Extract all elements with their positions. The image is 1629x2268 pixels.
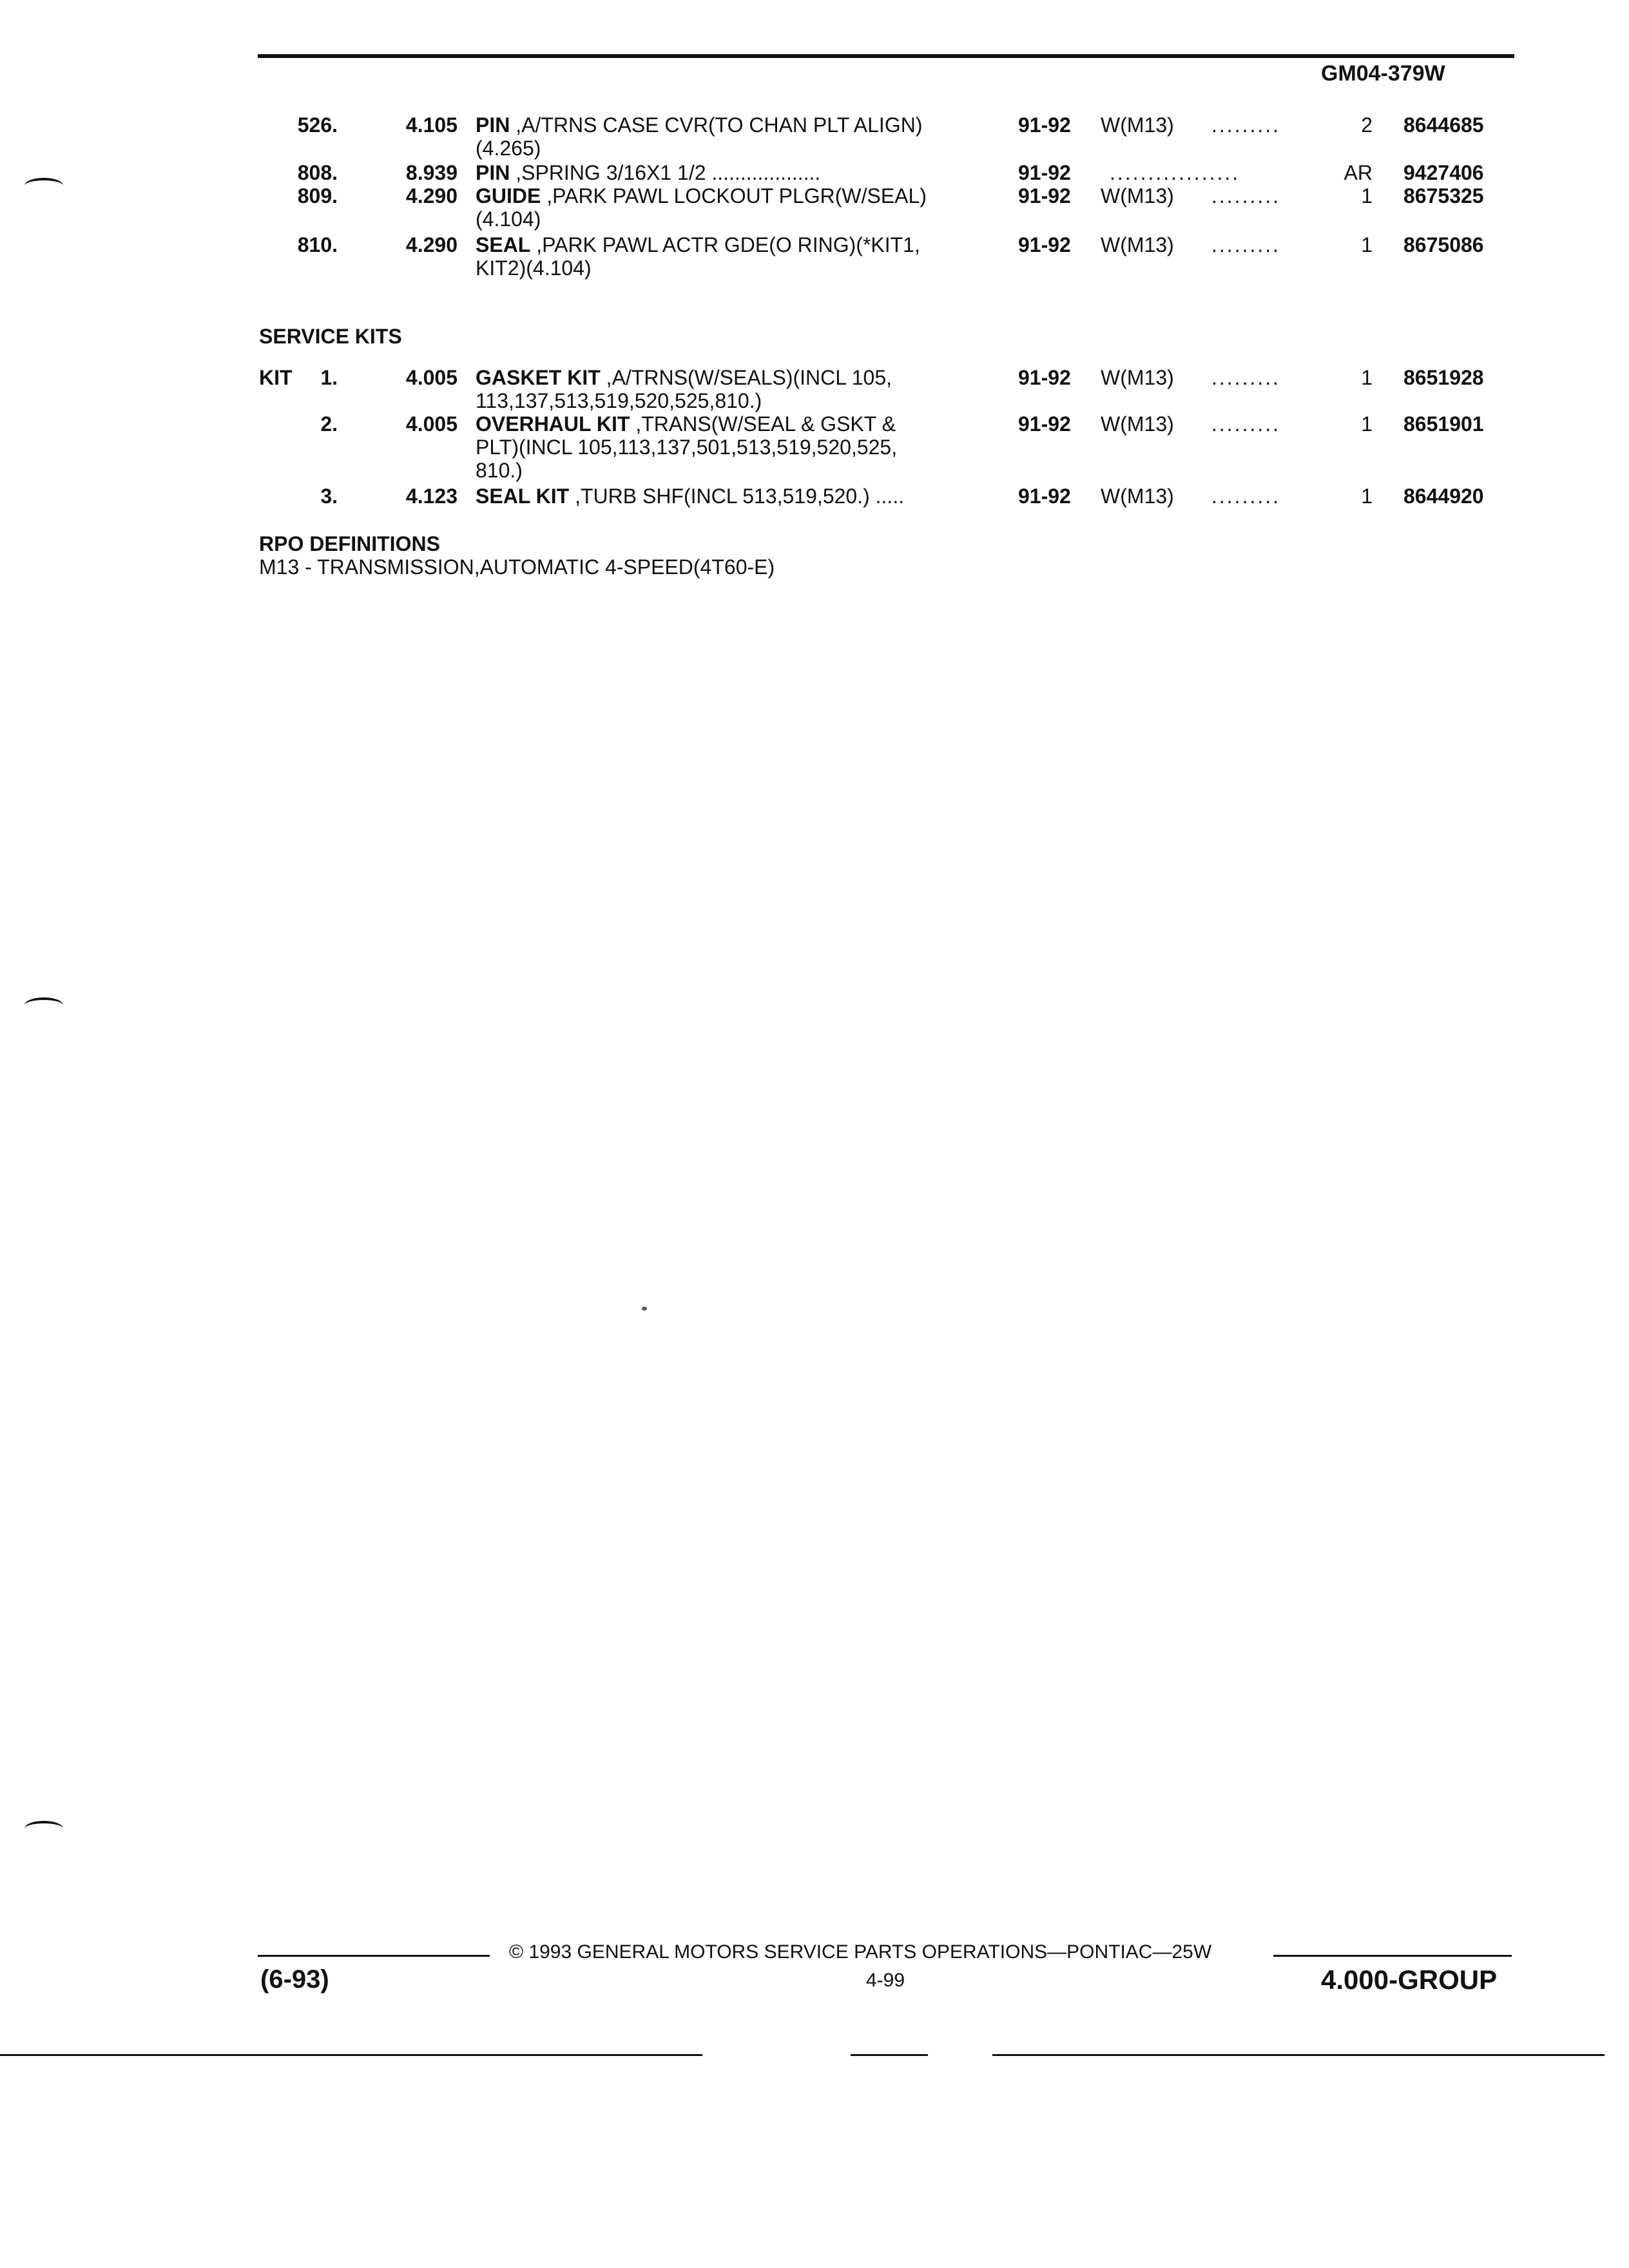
years: 91-92 [1018,113,1071,137]
item-number: 1. [320,366,338,389]
item-number: 526. [297,113,338,137]
leader-dots: ......... [1211,184,1281,207]
years: 91-92 [1018,412,1071,436]
usage: W(M13) [1101,485,1174,508]
part-number: 8644920 [1403,485,1484,508]
bottom-edge-line [0,2054,702,2056]
quantity: 1 [1361,366,1373,389]
leader-dots: ......... [1211,233,1281,256]
part-description-continued: 810.) [476,459,523,482]
group-number: 4.290 [405,233,458,256]
top-rule [258,54,1514,58]
part-desc-text: ,A/TRNS CASE CVR(TO CHAN PLT ALIGN) [510,113,923,137]
item-number: 809. [297,184,338,207]
years: 91-92 [1018,485,1071,508]
part-name: SEAL [476,233,531,256]
years: 91-92 [1018,161,1071,184]
years: 91-92 [1018,366,1071,389]
quantity: 2 [1361,113,1373,137]
binder-hole-mark [24,178,63,193]
item-number: 2. [320,412,338,436]
footer-page-number: 4-99 [866,1970,905,1991]
group-number: 4.005 [405,366,458,389]
part-description [476,233,920,256]
part-number: 9427406 [1403,161,1484,184]
item-number: 3. [320,485,338,508]
usage: W(M13) [1101,233,1174,256]
part-name: OVERHAUL KIT [476,412,630,436]
binder-hole-mark [24,997,63,1013]
part-number: 8675086 [1403,233,1484,256]
part-number: 8651901 [1403,412,1484,436]
document-id: GM04-379W [1321,61,1445,86]
part-description-continued: 113,137,513,519,520,525,810.) [476,389,762,412]
part-name: SEAL KIT [476,485,570,508]
part-description [476,184,927,207]
group-number: 4.105 [405,113,458,137]
bottom-edge-line [851,2054,928,2056]
footer-group: 4.000-GROUP [1321,1965,1498,1995]
part-desc-text: ,SPRING 3/16X1 1/2 ................... [510,161,821,184]
part-desc-text: ,PARK PAWL LOCKOUT PLGR(W/SEAL) [541,184,927,207]
part-description [476,113,922,137]
part-description-continued: PLT)(INCL 105,113,137,501,513,519,520,525, [476,436,898,459]
quantity: 1 [1361,233,1373,256]
part-number: 8675325 [1403,184,1484,207]
group-number: 4.290 [405,184,458,207]
usage: W(M13) [1101,412,1174,436]
part-desc-text: ,TURB SHF(INCL 513,519,520.) ..... [569,485,905,508]
usage: W(M13) [1101,113,1174,137]
part-description-continued: (4.265) [476,137,541,160]
binder-hole-mark [24,1821,63,1836]
leader-dots: ................. [1110,161,1240,184]
item-number: 810. [297,233,338,256]
part-description [476,485,904,508]
part-name: PIN [476,161,510,184]
part-desc-text: ,A/TRNS(W/SEALS)(INCL 105, [600,366,892,389]
usage: W(M13) [1101,184,1174,207]
footer-rule-right [1273,1955,1512,1957]
part-description [476,412,896,436]
bottom-edge-line [992,2054,1605,2056]
leader-dots: ......... [1211,366,1281,389]
years: 91-92 [1018,184,1071,207]
part-description [476,366,892,389]
footer-date: (6-93) [260,1965,329,1994]
quantity: 1 [1361,485,1373,508]
leader-dots: ......... [1211,412,1281,436]
part-description-continued: (4.104) [476,207,541,231]
scan-speck [642,1307,647,1311]
part-description [476,161,820,184]
part-desc-text: ,PARK PAWL ACTR GDE(O RING)(*KIT1, [530,233,920,256]
part-name: PIN [476,113,510,137]
service-kits-heading: SERVICE KITS [259,325,402,348]
part-number: 8644685 [1403,113,1484,137]
quantity: AR [1344,161,1373,184]
rpo-heading: RPO DEFINITIONS [259,532,440,555]
leader-dots: ......... [1211,113,1281,137]
leader-dots: ......... [1211,485,1281,508]
kit-label: KIT [259,366,293,389]
footer-copyright: © 1993 GENERAL MOTORS SERVICE PARTS OPERATIONS—PONTIAC—25W [509,1941,1212,1963]
item-number: 808. [297,161,338,184]
quantity: 1 [1361,412,1373,436]
group-number: 8.939 [405,161,458,184]
footer-rule-left [258,1955,490,1957]
group-number: 4.005 [405,412,458,436]
usage: W(M13) [1101,366,1174,389]
part-description-continued: KIT2)(4.104) [476,256,592,280]
part-name: GASKET KIT [476,366,601,389]
part-desc-text: ,TRANS(W/SEAL & GSKT & [630,412,896,436]
quantity: 1 [1361,184,1373,207]
years: 91-92 [1018,233,1071,256]
rpo-definition: M13 - TRANSMISSION,AUTOMATIC 4-SPEED(4T60-E) [259,555,775,579]
part-name: GUIDE [476,184,541,207]
part-number: 8651928 [1403,366,1484,389]
group-number: 4.123 [405,485,458,508]
